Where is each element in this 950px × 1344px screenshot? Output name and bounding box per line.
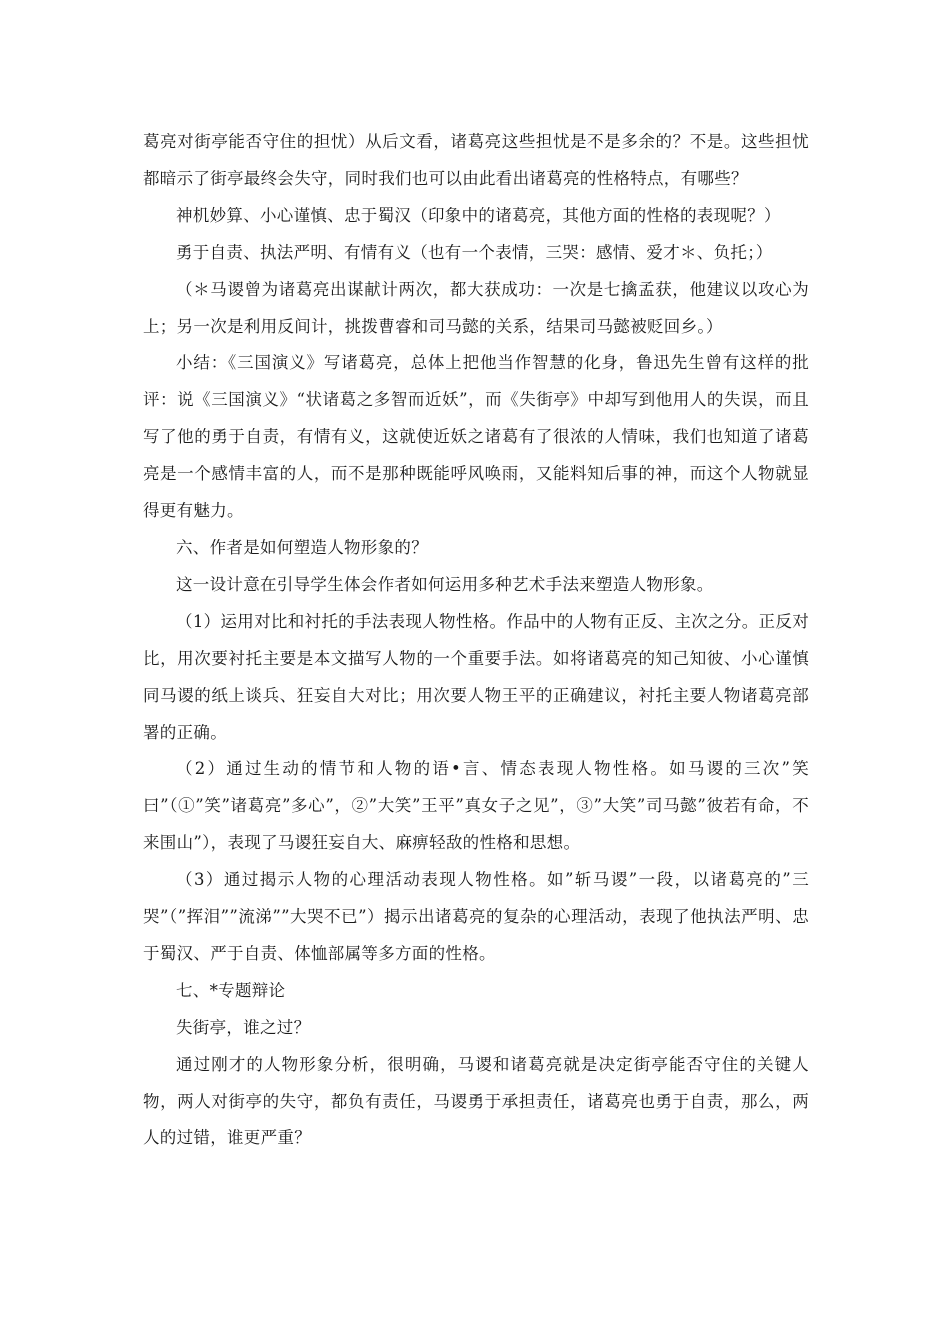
paragraph-traits-2: 勇于自责、执法严明、有情有义（也有一个表情，三哭：感情、爱才＊、负托；） (176, 242, 773, 262)
paragraph-method-2: （2）通过生动的情节和人物的语•言、情态表现人物性格。如马谡的三次”笑曰”（①”笑”诸葛亮”多心”，②”大笑”王平”真女子之见”，③”大笑”司马懿”彼若有命，不来围山”），表现了马谡狂妄自大、麻痹轻敌的性格和思想。 (143, 759, 809, 853)
paragraph-continuation: 葛亮对街亭能否守住的担忧）从后文看，诸葛亮这些担忧是不是多余的？不是。这些担忧都暗示了街亭最终会失守，同时我们也可以由此看出诸葛亮的性格特点，有哪些？ (143, 132, 809, 188)
section-heading-seven: 七、*专题辩论 (176, 980, 286, 1000)
document-body (143, 124, 809, 1157)
paragraph-debate: 通过刚才的人物形象分析，很明确，马谡和诸葛亮就是决定街亭能否守住的关键人物，两人对街亭的失守，都负有责任，马谡勇于承担责任，诸葛亮也勇于自责，那么，两人的过错，谁更严重？ (143, 1054, 809, 1148)
paragraph-traits-1: 神机妙算、小心谨慎、忠于蜀汉（印象中的诸葛亮，其他方面的性格的表现呢？） (176, 205, 781, 225)
debate-question: 失街亭，谁之过？ (176, 1017, 311, 1037)
paragraph-design-intent: 这一设计意在引导学生体会作者如何运用多种艺术手法来塑造人物形象。 (176, 574, 714, 594)
paragraph-summary: 小结：《三国演义》写诸葛亮，总体上把他当作智慧的化身，鲁迅先生曾有这样的批评：说《三国演义》“状诸葛之多智而近妖”，而《失街亭》中却写到他用人的失误，而且写了他的勇于自责，有情有义，这就使近妖之诸葛有了很浓的人情味，我们也知道了诸葛亮是一个感情丰富的人，而不是那种既能呼风唤雨，又能料知后事的神，而这个人物就显得更有魅力。 (143, 353, 809, 521)
paragraph-method-3: （3）通过揭示人物的心理活动表现人物性格。如”斩马谡”一段，以诸葛亮的”三哭”（”挥泪””流涕””大哭不已”）揭示出诸葛亮的复杂的心理活动，表现了他执法严明、忠于蜀汉、严于自责、体恤部属等多方面的性格。 (143, 870, 809, 963)
paragraph-note-masu: （＊马谡曾为诸葛亮出谋献计两次，都大获成功：一次是七擒孟获，他建议以攻心为上；另一次是利用反间计，挑拨曹睿和司马懿的关系，结果司马懿被贬回乡。） (143, 279, 809, 336)
paragraph-method-1: （1）运用对比和衬托的手法表现人物性格。作品中的人物有正反、主次之分。正反对比，用次要衬托主要是本文描写人物的一个重要手法。如将诸葛亮的知己知彼、小心谨慎同马谡的纸上谈兵、狂妄自大对比；用次要人物王平的正确建议，衬托主要人物诸葛亮部署的正确。 (143, 611, 809, 742)
section-heading-six: 六、作者是如何塑造人物形象的？ (176, 537, 428, 557)
